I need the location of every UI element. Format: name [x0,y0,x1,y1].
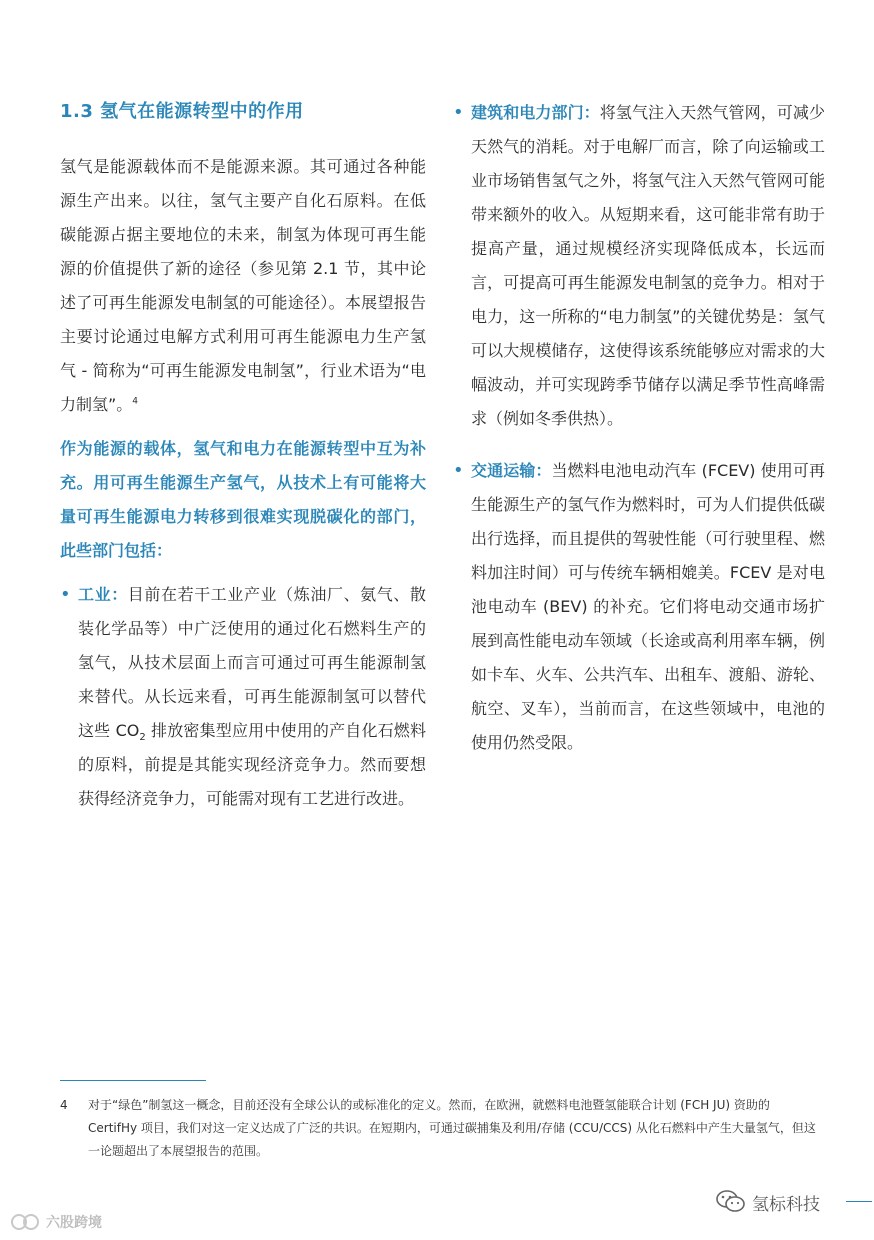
bullet-transport-text [471,454,825,760]
watermark-left-text: 六股跨境 [46,1215,102,1231]
watermark-left [10,1209,102,1235]
footnote [60,1094,820,1163]
footnote-divider [60,1080,206,1081]
intro-paragraph-text: 氢气是能源载体而不是能源来源。其可通过各种能源生产出来。以往，氢气主要产自化石原料。在低碳能源占据主要地位的未来，制氢为体现可再生能源的价值提供了新的途径（参见第 2.1 节，其中论述了可再生能源发电制氢的可能途径）。本展望报告主要讨论通过电解方式利用可再生能源电力生产氢气 - 简称为“可再生能源发电制氢”，行业术语为“电力制氢”。 [60,157,426,414]
bullet-transport-body: 当燃料电池电动汽车 (FCEV) 使用可再生能源生产的氢气作为燃料时，可为人们提供低碳出行选择，而且提供的驾驶性能（可行驶里程、燃料加注时间）可与传统车辆相媲美。FCEV 是对电池电动车 (BEV) 的补充。它们将电动交通市场扩展到高性能电动车领域（长途或高利用率车辆，例如卡车、火车、公共汽车、出租车、渡船、游轮、航空、叉车），当前而言，在这些领域中，电池的使用仍然受限。 [471,461,825,752]
bullet-building-label: 建筑和电力部门： [471,103,600,122]
bullet-industry-label: 工业： [78,585,128,604]
intro-paragraph [60,150,426,422]
bullet-dot-icon: • [453,460,464,481]
footnote-text: 对于“绿色”制氢这一概念，目前还没有全球公认的或标准化的定义。然而，在欧洲，就燃料电池暨氢能联合计划 (FCH JU) 资助的 CertifHy 项目，我们对这一定义达成了广泛的共识。在短期内，可通过碳捕集及利用/存储 (CCU/CCS) 从化石燃料中产生大量氢气，但这一论题超出了本展望报告的范围。 [88,1098,816,1158]
bullet-dot-icon: • [60,584,71,605]
bullet-industry-body-a: 目前在若干工业产业（炼油厂、氨气、散装化学品等）中广泛使用的通过化石燃料生产的氢气，从技术层面上而言可通过可再生能源制氢来替代。从长远来看，可再生能源制氢可以替代这些 CO [78,585,426,740]
co2-subscript: 2 [139,732,146,744]
bullet-transport [453,454,825,760]
footnote-number: 4 [60,1098,68,1112]
footnote-ref[interactable]: 4 [132,396,139,407]
bullet-transport-label: 交通运输： [471,461,552,480]
section-heading: 1.3 氢气在能源转型中的作用 [60,101,304,122]
bullet-industry-text [78,578,426,816]
emphasis-paragraph: 作为能源的载体，氢气和电力在能源转型中互为补充。用可再生能源生产氢气，从技术上有可能将大量可再生能源电力转移到很难实现脱碳化的部门，此些部门包括： [60,439,426,560]
watermark-logo-icon [10,1211,40,1233]
left-column [60,96,426,830]
right-column [453,96,825,774]
bullet-building-body: 将氢气注入天然气管网，可减少天然气的消耗。对于电解厂而言，除了向运输或工业市场销售氢气之外，将氢气注入天然气管网可能带来额外的收入。从短期来看，这可能非常有助于提高产量，通过规模经济实现降低成本，长远而言，可提高可再生能源发电制氢的竞争力。相对于电力，这一所称的“电力制氢”的关键优势是：氢气可以大规模储存，这使得该系统能够应对需求的大幅波动，并可实现跨季节储存以满足季节性高峰需求（例如冬季供热）。 [471,103,825,428]
bullet-industry-body-b: 排放密集型应用中使用的产自化石燃料的原料，前提是其能实现经济竞争力。然而要想获得经济竞争力，可能需对现有工艺进行改进。 [78,721,426,808]
wechat-icon [716,1189,746,1215]
bullet-industry [60,578,426,816]
bullet-building [453,96,825,436]
watermark-right-text: 氢标科技 [752,1194,820,1215]
bullet-building-text [471,96,825,436]
watermark-line [846,1201,872,1202]
bullet-dot-icon: • [453,102,464,123]
watermark-right [716,1186,820,1218]
